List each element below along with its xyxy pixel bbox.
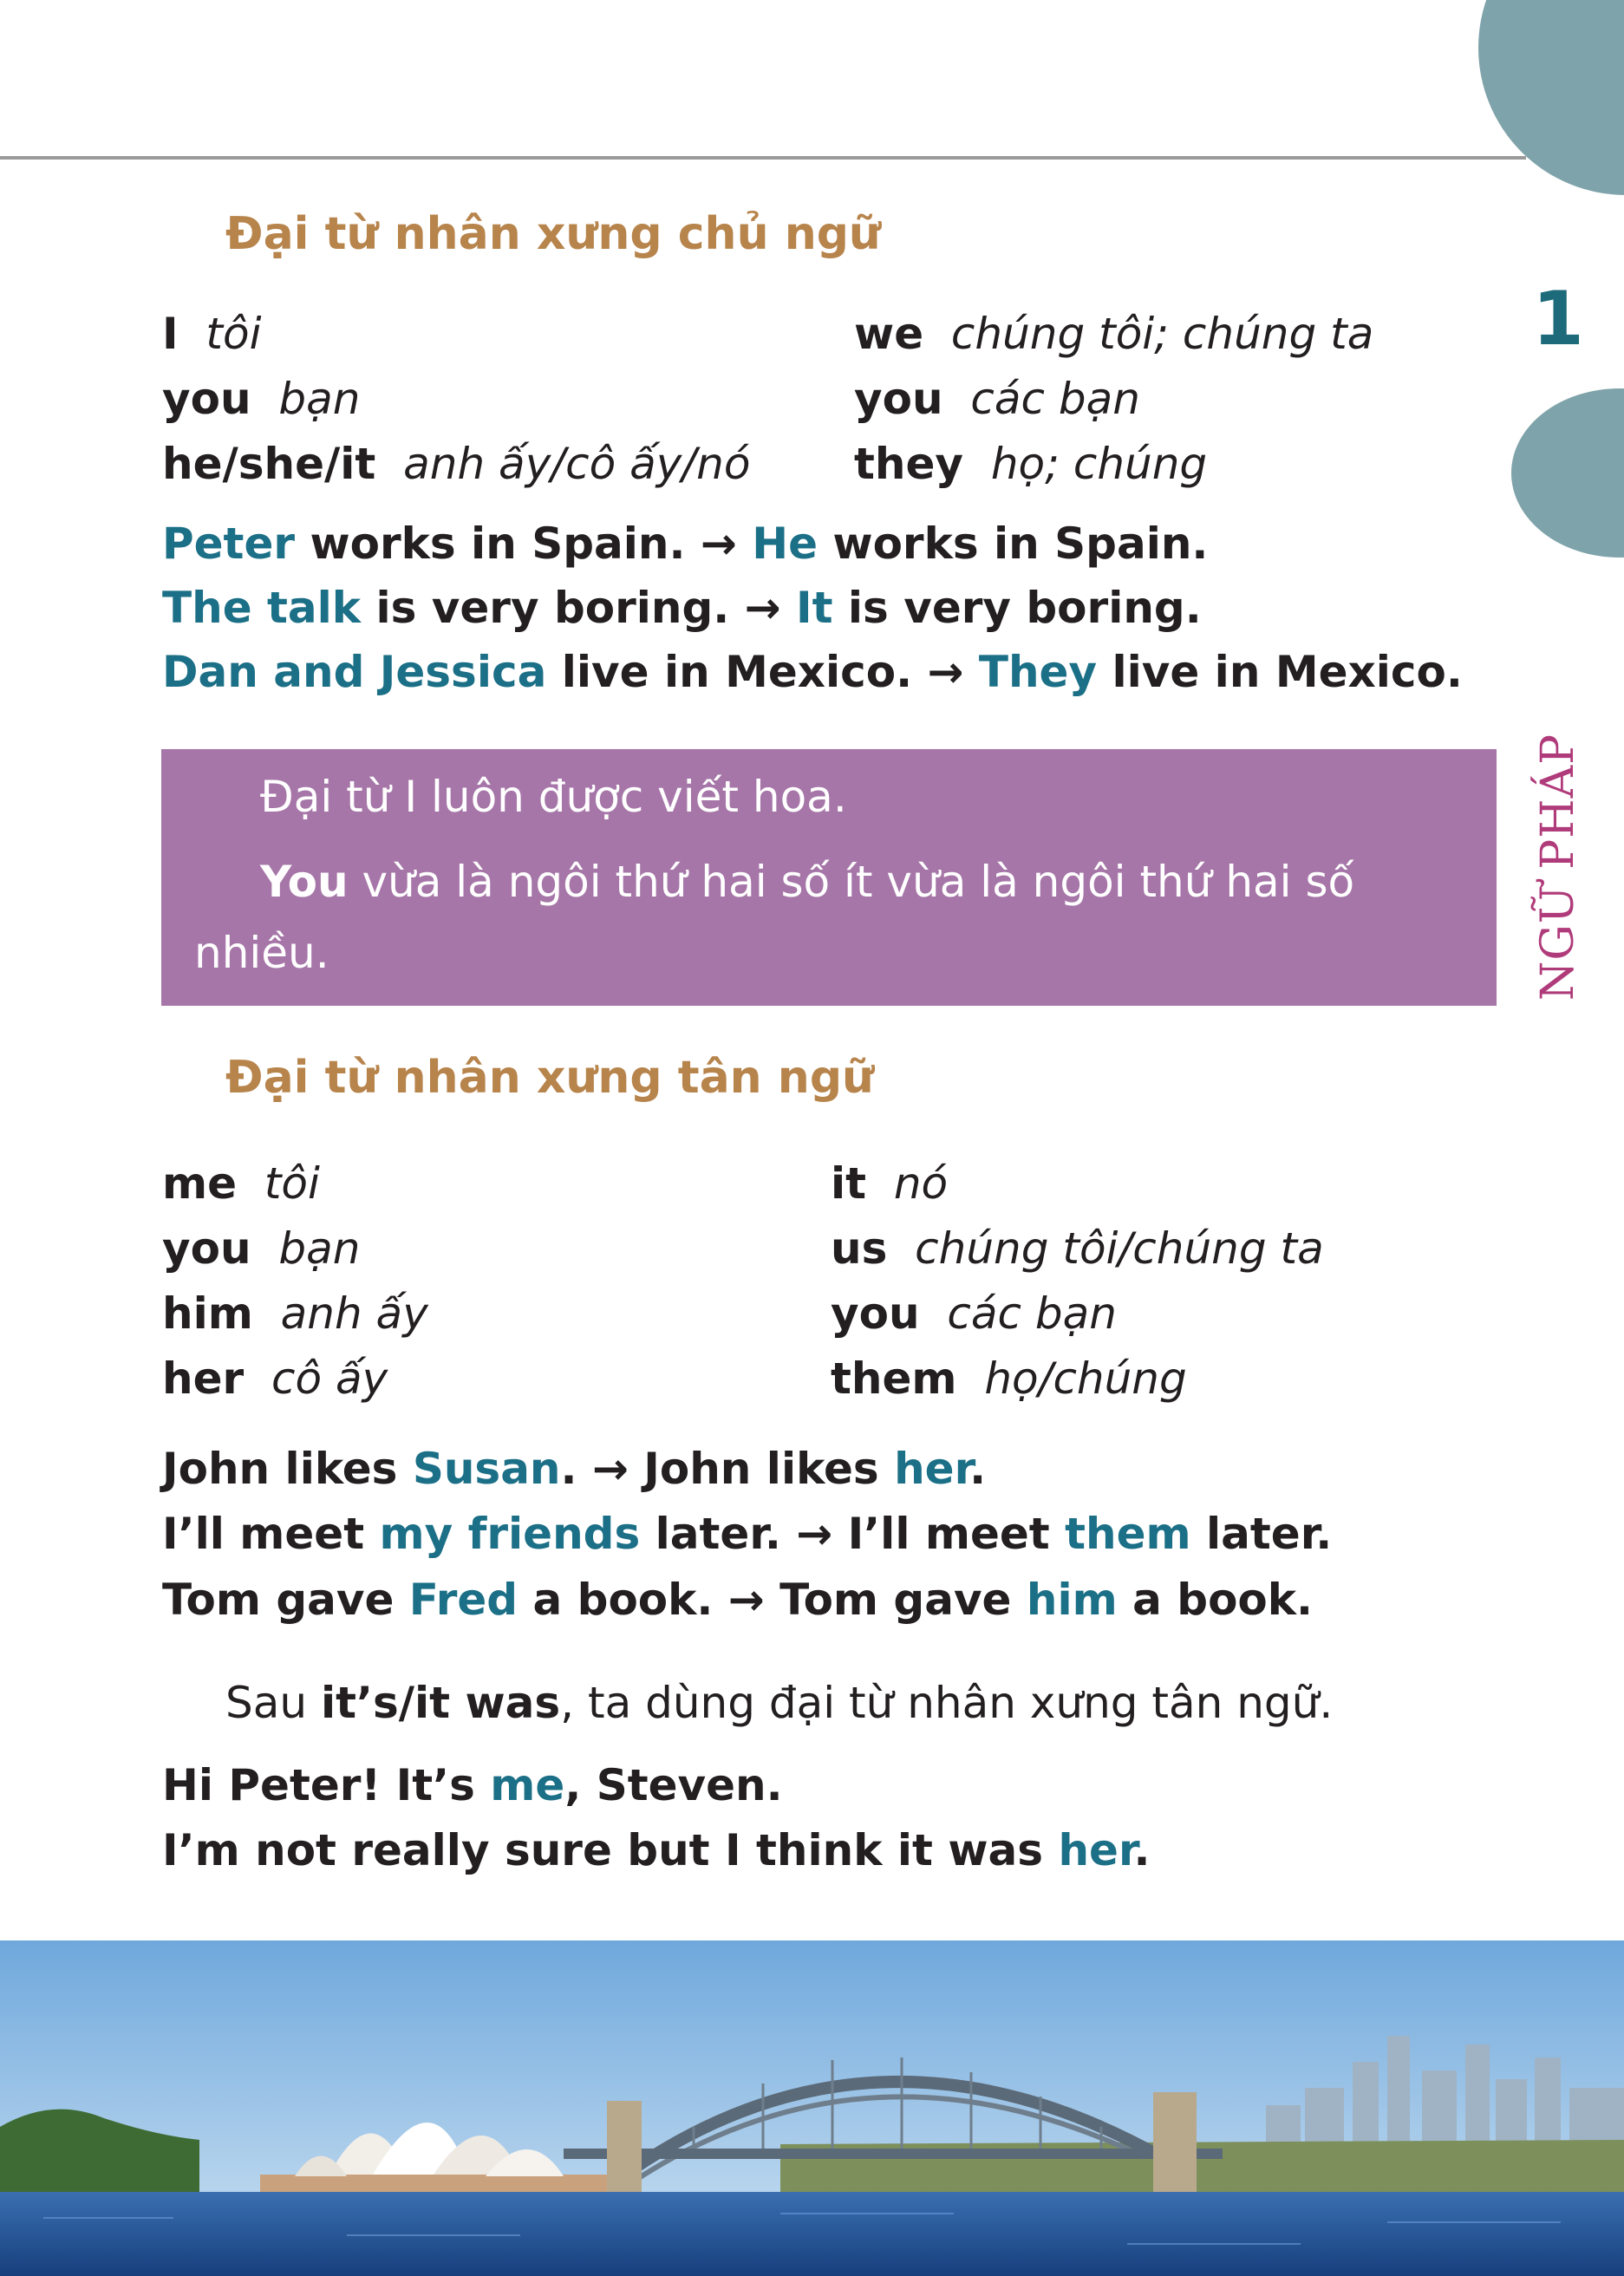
pronoun-row: they họ; chúng bbox=[854, 439, 1208, 489]
pronoun-row: you các bạn bbox=[854, 374, 1140, 424]
example-sentence: John likes Susan. → John likes her. bbox=[162, 1444, 987, 1494]
example-sentence: The talk is very boring. → It is very boring. bbox=[162, 583, 1202, 633]
pronoun-row: him anh ấy bbox=[162, 1288, 428, 1339]
example-sentence: Dan and Jessica live in Mexico. → They live in Mexico. bbox=[162, 647, 1463, 697]
note-line: You vừa là ngôi thứ hai số ít vừa là ngôi thứ hai số bbox=[260, 857, 1355, 907]
example-sentence: Peter works in Spain. → He works in Spain. bbox=[162, 518, 1209, 569]
pronoun-row: it nó bbox=[831, 1158, 949, 1209]
note-line: Đại từ I luôn được viết hoa. bbox=[260, 772, 847, 822]
example-sentence: Tom gave Fred a book. → Tom gave him a book. bbox=[162, 1575, 1314, 1625]
sydney-harbour-illustration bbox=[0, 1940, 1624, 2276]
pronoun-row: them họ/chúng bbox=[831, 1353, 1187, 1404]
object-pronouns-heading: Đại từ nhân xưng tân ngữ bbox=[225, 1052, 875, 1104]
example-sentence: I’m not really sure but I think it was her. bbox=[162, 1825, 1151, 1875]
chapter-label: NGỮ PHÁP bbox=[1532, 733, 1584, 1001]
decorative-circle-top bbox=[1478, 0, 1624, 195]
note-box bbox=[161, 749, 1497, 1006]
arrow-right-icon: → bbox=[796, 1509, 833, 1559]
pronoun-row: her cô ấy bbox=[162, 1353, 388, 1404]
header-divider bbox=[0, 156, 1526, 160]
pronoun-row: I tôi bbox=[162, 309, 262, 359]
example-sentence: Hi Peter! It’s me, Steven. bbox=[162, 1760, 783, 1810]
arrow-right-icon: → bbox=[727, 1575, 765, 1625]
arrow-right-icon: → bbox=[744, 583, 781, 633]
pronoun-row: we chúng tôi; chúng ta bbox=[854, 309, 1374, 359]
usage-note: Sau it’s/it was, ta dùng đại từ nhân xưng tân ngữ. bbox=[225, 1678, 1334, 1728]
sydney-harbour-photo bbox=[0, 1940, 1624, 2276]
pronoun-row: you các bạn bbox=[831, 1288, 1117, 1339]
chapter-tab-circle bbox=[1511, 388, 1624, 558]
arrow-right-icon: → bbox=[700, 518, 737, 569]
subject-pronouns-heading: Đại từ nhân xưng chủ ngữ bbox=[225, 208, 881, 260]
pronoun-row: me tôi bbox=[162, 1158, 320, 1209]
note-line: nhiều. bbox=[194, 928, 329, 978]
arrow-right-icon: → bbox=[927, 647, 964, 697]
example-sentence: I’ll meet my friends later. → I’ll meet them later. bbox=[162, 1509, 1333, 1559]
pronoun-row: you bạn bbox=[162, 374, 361, 424]
pronoun-row: us chúng tôi/chúng ta bbox=[831, 1223, 1324, 1274]
pronoun-row: you bạn bbox=[162, 1223, 361, 1274]
arrow-right-icon: → bbox=[591, 1444, 629, 1494]
pronoun-row: he/she/it anh ấy/cô ấy/nó bbox=[162, 439, 751, 489]
chapter-number: 1 bbox=[1532, 276, 1584, 362]
